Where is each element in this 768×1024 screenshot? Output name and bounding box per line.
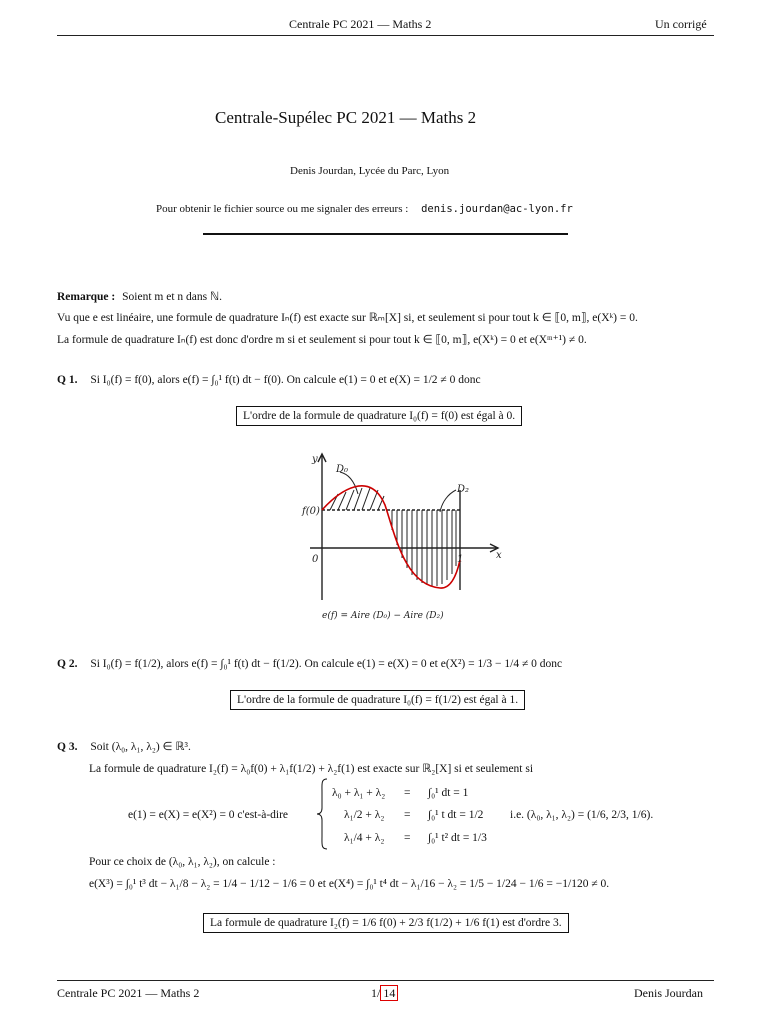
q3-sys-row-2-rhs: ∫₀¹ t dt = 1/2 <box>428 809 484 821</box>
q3-system-brace <box>316 778 328 850</box>
figure-caption: e(f) = Aire (D₀) − Aire (D₂) <box>322 611 444 621</box>
page-current: 1 <box>371 986 377 1000</box>
remarque-text-1: Soient m et n dans ℕ. <box>122 291 223 303</box>
remarque-line-2: Vu que e est linéaire, une formule de quadrature Iₙ(f) est exacte sur ℝₘ[X] si, et seulement si pour tout k ∈ ⟦0, m⟧, e(Xᵏ) = 0. <box>57 312 638 324</box>
q1-text: Si I₀(f) = f(0), alors e(f) = ∫₀¹ f(t) dt − f(0). On calcule e(1) = 0 et e(X) = 1/2 ≠ 0 donc <box>90 374 481 386</box>
q3-label: Q 3. <box>57 741 78 753</box>
q3-cond-left: e(1) = e(X) = e(X²) = 0 c'est-à-dire <box>128 809 289 821</box>
q2-label: Q 2. <box>57 658 78 670</box>
footer-page-number <box>371 986 398 1001</box>
figure-x-label: x <box>496 550 502 561</box>
running-header-right: Un corrigé <box>655 17 707 31</box>
q1-line <box>57 374 481 386</box>
author-line: Denis Jourdan, Lycée du Parc, Lyon <box>290 165 450 177</box>
footer-rule <box>57 980 714 981</box>
contact-email-link[interactable]: denis.jourdan@ac-lyon.fr <box>421 203 573 215</box>
page-separator: / <box>377 986 381 1000</box>
figure-curve <box>322 486 460 588</box>
q1-figure <box>300 450 515 630</box>
q3-line-1 <box>57 739 191 753</box>
q3-sys-row-3-lhs: λ₁/4 + λ₂ <box>344 832 385 844</box>
page-title: Centrale-Supélec PC 2021 — Maths 2 <box>215 108 477 127</box>
figure-origin-label: 0 <box>312 554 319 565</box>
q3-sys-row-2-lhs: λ₁/2 + λ₂ <box>344 809 385 821</box>
title-divider <box>203 233 568 235</box>
q3-line-4: e(X³) = ∫₀¹ t³ dt − λ₁/8 − λ₂ = 1/4 − 1/12 − 1/6 = 0 et e(X⁴) = ∫₀¹ t⁴ dt − λ₁/16 − λ₂ = 1/5 − 1/24 − 1/6 = −1/120 ≠ 0. <box>89 878 610 890</box>
figure-one-label: 1 <box>457 554 464 565</box>
q1-label: Q 1. <box>57 374 78 386</box>
contact-text: Pour obtenir le fichier source ou me signaler des erreurs : <box>156 203 409 215</box>
q3-sys-row-2-eq: = <box>404 809 411 821</box>
figure-d2-pointer <box>440 490 456 512</box>
q3-line-3: Pour ce choix de (λ₀, λ₁, λ₂), on calcule : <box>89 856 276 868</box>
q2-line <box>57 658 562 670</box>
remarque-line-1 <box>57 289 222 303</box>
page-total-link[interactable]: 14 <box>380 985 398 1001</box>
running-header-center: Centrale PC 2021 — Maths 2 <box>289 17 432 31</box>
q3-sys-row-3-eq: = <box>404 832 411 844</box>
remarque-label: Remarque : <box>57 291 116 303</box>
figure-d0-pointer <box>340 472 358 494</box>
q3-ie: i.e. (λ₀, λ₁, λ₂) = (1/6, 2/3, 1/6). <box>510 809 654 821</box>
q3-line-2: La formule de quadrature I₂(f) = λ₀f(0) + λ₁f(1/2) + λ₂f(1) est exacte sur ℝ₂[X] si et seulement si <box>89 763 534 775</box>
q3-sys-row-1-eq: = <box>404 787 411 799</box>
q1-result-box: L'ordre de la formule de quadrature I₀(f) = f(0) est égal à 0. <box>236 406 522 426</box>
q3-result-box: La formule de quadrature I₂(f) = 1/6 f(0) + 2/3 f(1/2) + 1/6 f(1) est d'ordre 3. <box>203 913 569 933</box>
header-rule <box>57 35 714 36</box>
q2-text: Si I₀(f) = f(1/2), alors e(f) = ∫₀¹ f(t) dt − f(1/2). On calcule e(1) = e(X) = 0 et e(X²) = 1/3 − 1/4 ≠ 0 donc <box>90 658 563 670</box>
figure-d0-label: D₀ <box>336 464 349 475</box>
q3-sys-row-3-rhs: ∫₀¹ t² dt = 1/3 <box>428 832 487 844</box>
footer-right: Denis Jourdan <box>634 986 703 1000</box>
figure-f0-label: f(0) <box>302 506 320 517</box>
q2-result-box: L'ordre de la formule de quadrature I₀(f) = f(1/2) est égal à 1. <box>230 690 525 710</box>
figure-y-label: y <box>312 454 318 465</box>
contact-line <box>156 203 573 215</box>
footer-left: Centrale PC 2021 — Maths 2 <box>57 986 200 1000</box>
figure-d2-label: D₂ <box>457 484 470 495</box>
q3-text-1: Soit (λ₀, λ₁, λ₂) ∈ ℝ³. <box>90 741 191 753</box>
q3-sys-row-1-rhs: ∫₀¹ dt = 1 <box>428 787 469 799</box>
remarque-line-3: La formule de quadrature Iₙ(f) est donc d'ordre m si et seulement si pour tout k ∈ ⟦0, m⟧, e(Xᵏ) = 0 et e(Xᵐ⁺¹) ≠ 0. <box>57 334 587 346</box>
q3-sys-row-1-lhs: λ₀ + λ₁ + λ₂ <box>332 787 386 799</box>
